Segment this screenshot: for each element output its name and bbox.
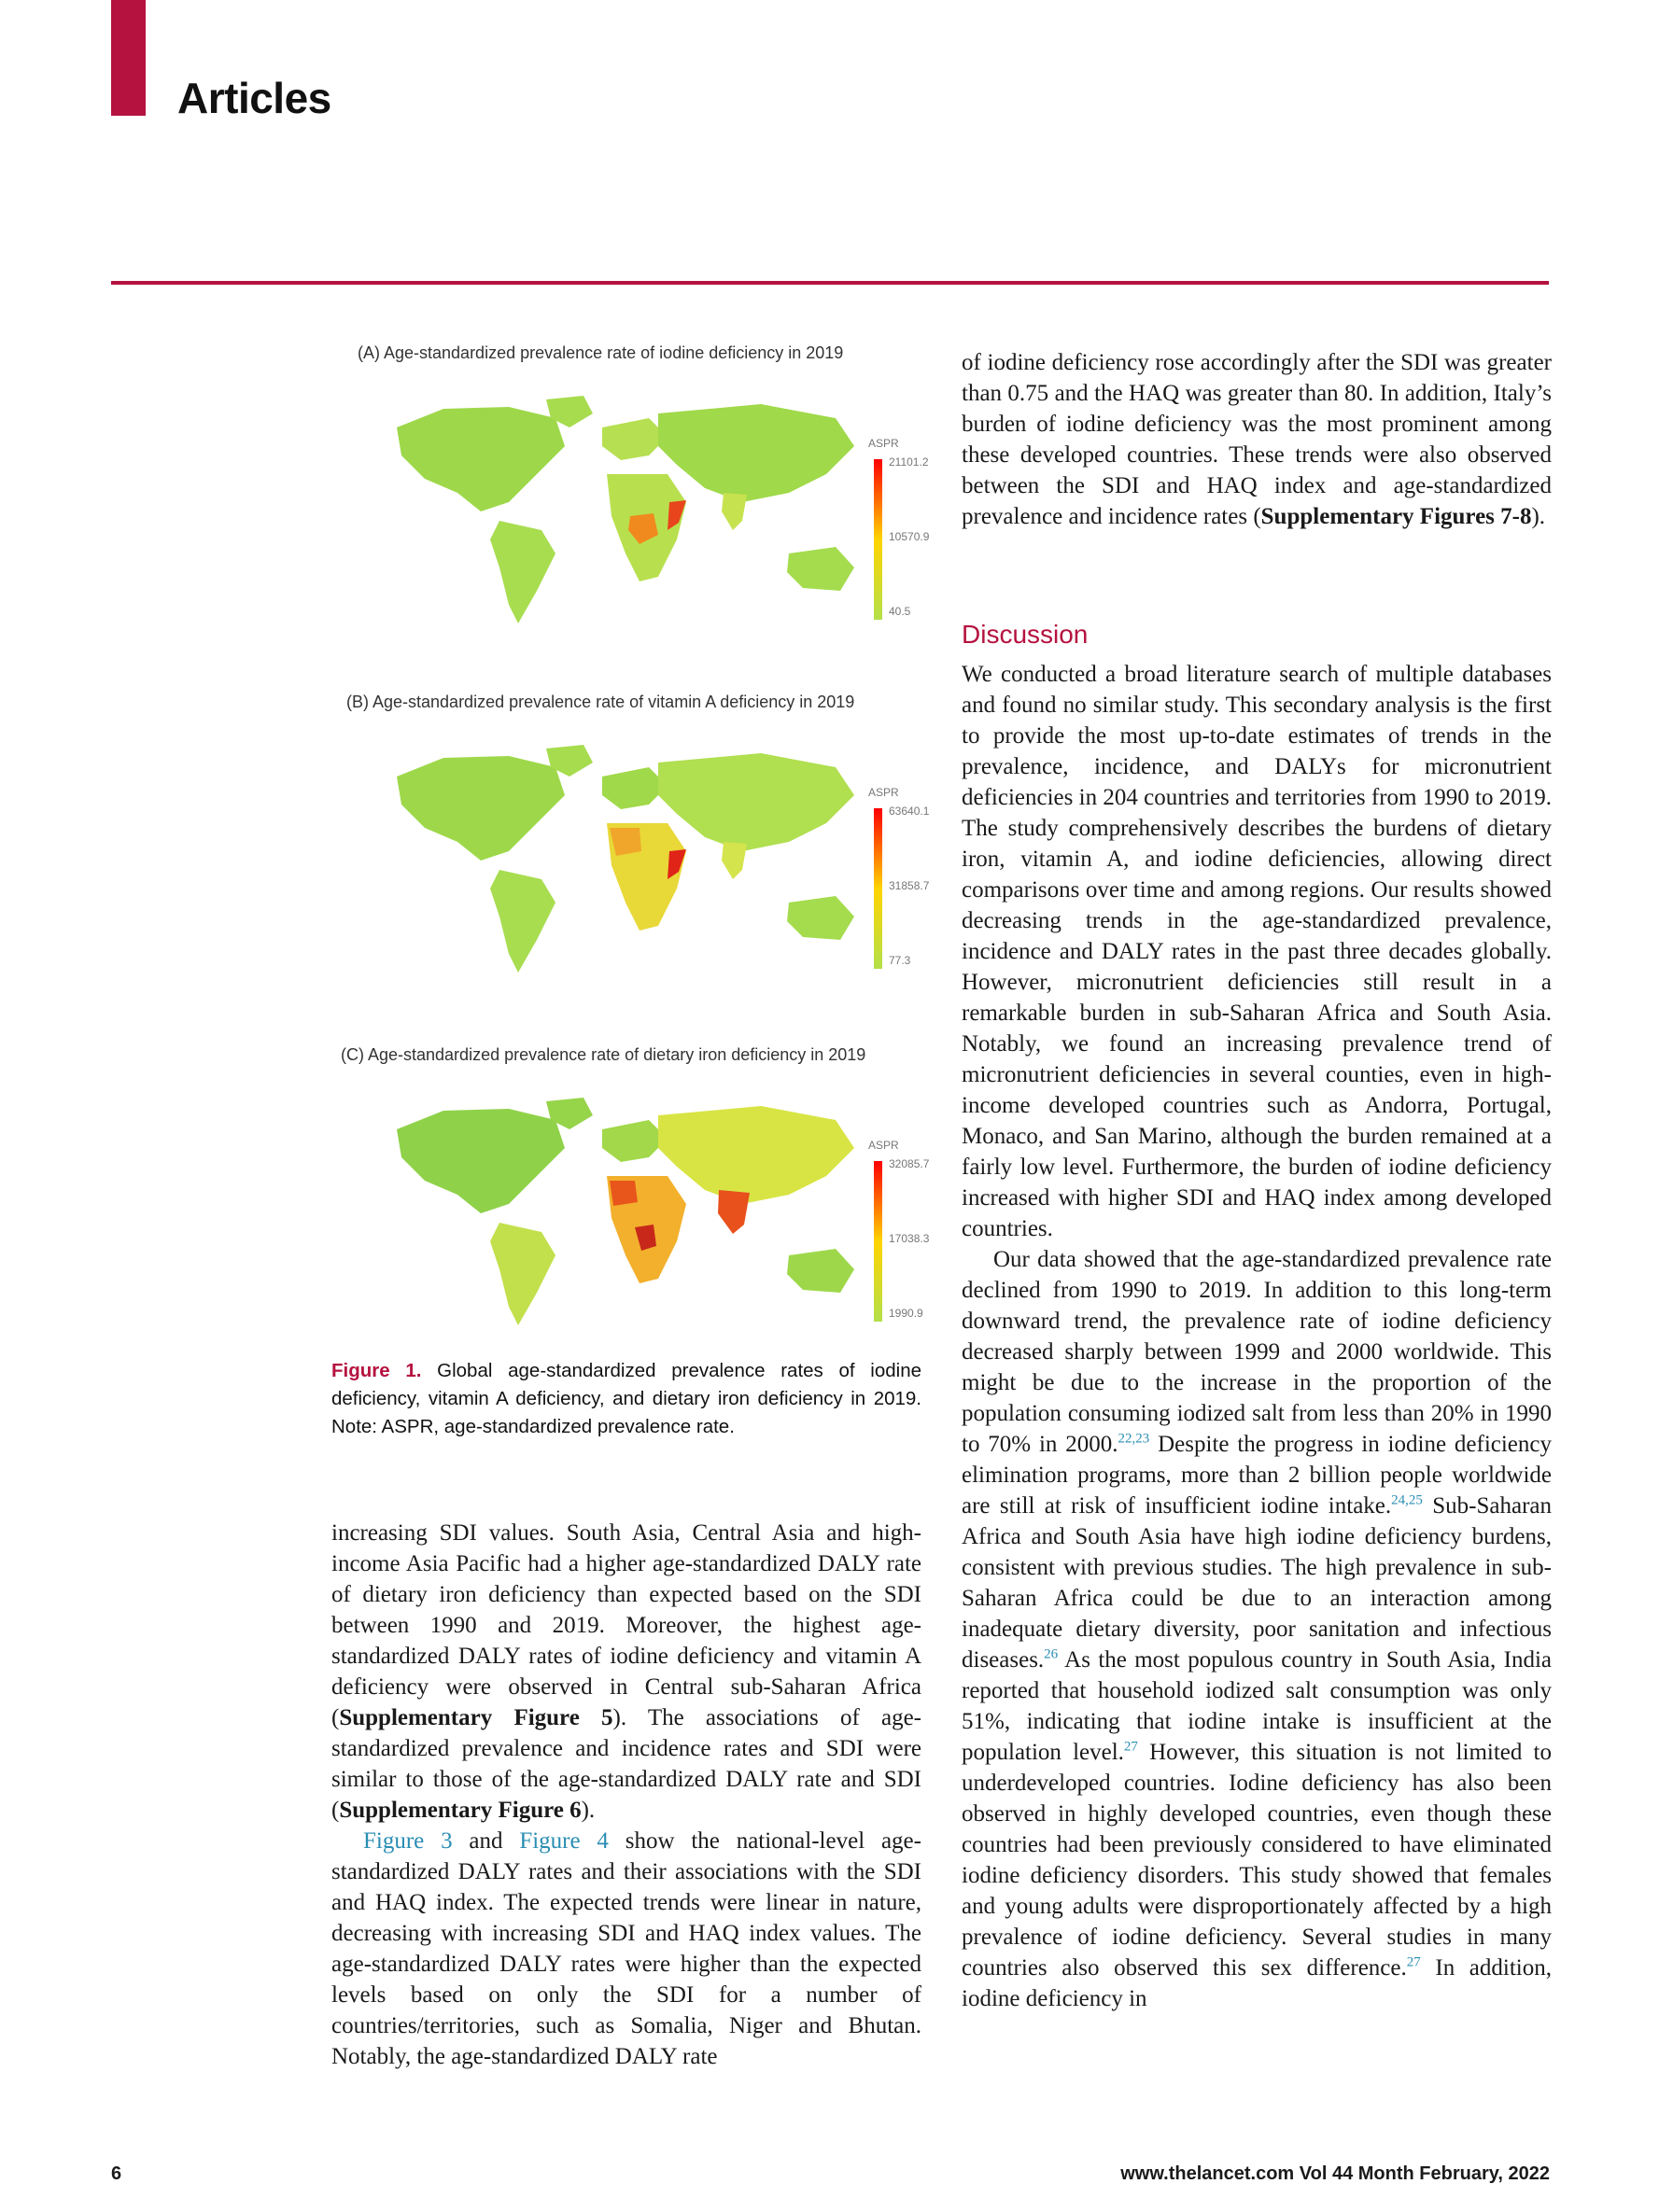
text-run: and (452, 1828, 520, 1854)
legend-gradient (874, 808, 882, 969)
paragraph (962, 347, 1552, 532)
figure-caption (331, 1357, 921, 1441)
text-run: Despite the progress in iodine deficiency elimination programs, more than 2 billion people worldwide are still at risk of insufficient iodine intake. (962, 1432, 1552, 1519)
legend-max: 32085.7 (889, 1157, 930, 1170)
legend-title: ASPR (868, 1139, 899, 1152)
world-map-vitamin-a (369, 739, 892, 982)
reference[interactable]: 24,25 (1391, 1492, 1423, 1508)
world-map-iron (369, 1092, 892, 1335)
caption-text: Global age-standardized prevalence rates of iodine deficiency, vitamin A deficiency, and dietary iron deficiency in 2019. Note: ASPR, age-standardized prevalence rate. (331, 1360, 921, 1437)
page-number: 6 (111, 2163, 122, 2184)
south-america (490, 521, 555, 623)
panel-title: (C) Age-standardized prevalence rate of dietary iron deficiency in 2019 (341, 1045, 866, 1064)
right-column-top (962, 347, 1552, 532)
text-run: In addition, iodine deficiency in (962, 1955, 1552, 2011)
legend-gradient (874, 459, 882, 620)
reference[interactable]: 27 (1406, 1954, 1421, 1970)
section-tab (111, 0, 146, 116)
text-run: increasing SDI values. South Asia, Central Asia and high-income Asia Pacific had a higher age-standardized DALY rate of dietary iron deficiency than expected based on the SDI between 1990 and 2019. Moreover, the highest age-standardized DALY rates of iodine deficiency and vitamin A deficiency were observed in Central sub-Saharan Africa ( (331, 1520, 921, 1730)
legend (868, 1139, 962, 1344)
figure-panel-b (331, 693, 948, 991)
figure-panel-a (331, 343, 948, 642)
reference[interactable]: 27 (1123, 1739, 1138, 1755)
north-america (397, 407, 565, 511)
caption-label: Figure 1. (331, 1360, 422, 1381)
text-run: of iodine deficiency rose accordingly after the SDI was greater than 0.75 and the HAQ was greater than 80. In addition, Italy’s burden of iodine deficiency was the most prominent among these developed countries. These trends were also observed between the SDI and HAQ index and age-standardized prevalence and incidence rates ( (962, 350, 1552, 529)
india (718, 1190, 750, 1234)
legend-mid: 17038.3 (889, 1232, 930, 1245)
text-run: As the most populous country in South Asia, India reported that household iodized salt consumption was only 51%, indicating that iodine intake is insufficient at the population level. (962, 1647, 1552, 1765)
left-column (331, 1518, 921, 2072)
figure-4-link[interactable]: Figure 4 (519, 1828, 609, 1854)
legend-max: 21101.2 (889, 455, 929, 469)
europe (602, 418, 668, 460)
legend-title: ASPR (868, 437, 899, 450)
legend-mid: 10570.9 (889, 530, 930, 543)
world-map-iodine (369, 390, 892, 633)
australia (787, 1249, 854, 1293)
australia (787, 547, 854, 591)
west-africa (610, 1181, 638, 1206)
paragraph (962, 1244, 1552, 2014)
legend-title: ASPR (868, 786, 899, 799)
legend-gradient (874, 1161, 882, 1322)
reference[interactable]: 26 (1044, 1646, 1059, 1662)
legend-max: 63640.1 (889, 805, 930, 818)
text-run: ). (581, 1798, 596, 1823)
text-run: show the national-level age-standardized DALY rates and their associations with the SDI and HAQ index. The expected trends were linear in nature, decreasing with increasing SDI and HAQ index values. The age-standardized DALY rates were higher than the expected levels based on only the SDI for a number of countries/territories, such as Somalia, Niger and Bhutan. Notably, the age-standardized DALY rate (331, 1828, 921, 2069)
text-run: Our data showed that the age-standardized prevalence rate declined from 1990 to 2019. In addition to this long-term downward trend, the prevalence rate of iodine deficiency decreased sharply between 1999 and 2000 worldwide. This might be due to the increase in the proportion of the population consuming iodized salt from less than 20% in 1990 to 70% in 2000. (962, 1247, 1552, 1457)
north-america (397, 1109, 565, 1213)
supplementary-ref: Supplementary Figures 7-8 (1260, 504, 1532, 529)
india (722, 493, 747, 530)
text-run: ). (1531, 504, 1546, 529)
south-america (490, 1223, 555, 1325)
europe (602, 767, 668, 809)
legend-min: 40.5 (889, 605, 911, 618)
south-america (490, 870, 555, 973)
figure-3-link[interactable]: Figure 3 (363, 1828, 453, 1854)
paragraph (331, 1518, 921, 1826)
text-run: However, this situation is not limited to underdeveloped countries. Iodine deficiency has also been observed in highly developed countries, even though these countries had been previously considered to have eliminated iodine deficiency disorders. This study showed that females and young adults were disproportionately affected by a high prevalence of iodine deficiency. Several studies in many countries also observed this sex difference. (962, 1740, 1552, 1981)
figure-panel-c (331, 1045, 948, 1344)
legend-mid: 31858.7 (889, 879, 930, 892)
asia (658, 404, 854, 502)
journal-footer: www.thelancet.com Vol 44 Month February, 2022 (1120, 2163, 1550, 2184)
right-column-discussion (962, 659, 1552, 2014)
paragraph (331, 1826, 921, 2072)
north-america (397, 756, 565, 861)
europe (602, 1120, 668, 1162)
reference[interactable]: 22,23 (1118, 1431, 1150, 1447)
text-run: Sub-Saharan Africa and South Asia have high iodine deficiency burdens, consistent with previous studies. The high prevalence in sub-Saharan Africa could be due to an interaction among inadequate dietary diversity, poor sanitation and infectious diseases. (962, 1493, 1552, 1673)
asia (658, 753, 854, 851)
legend-min: 1990.9 (889, 1307, 923, 1320)
paragraph: We conducted a broad literature search of multiple databases and found no similar study. This secondary analysis is the first to provide the most up-to-date estimates of trends in the prevalence, incidence, and DALYs for micronutrient deficiencies in 204 countries and territories from 1990 to 2019. The study comprehensively describes the burdens of dietary iron, vitamin A, and iodine deficiencies, allowing direct comparisons over time and among regions. Our results showed decreasing trends in the age-standardized prevalence, incidence and DALY rates in the past three decades globally. However, micronutrient deficiencies still result in a remarkable burden in sub-Saharan Africa and South Asia. Notably, we found an increasing prevalence trend of micronutrient deficiencies in several counties, even in high-income developed countries such as Andorra, Portugal, Monaco, and San Marino, although the burden remained at a fairly low level. Furthermore, the burden of iodine deficiency increased with higher SDI and HAQ index among developed countries. (962, 662, 1552, 1241)
panel-title: (A) Age-standardized prevalence rate of iodine deficiency in 2019 (358, 343, 844, 362)
panel-title: (B) Age-standardized prevalence rate of vitamin A deficiency in 2019 (346, 693, 855, 711)
header-rule (111, 281, 1549, 285)
supplementary-ref: Supplementary Figure 6 (339, 1798, 582, 1823)
section-title: Articles (177, 74, 331, 122)
legend (868, 437, 962, 642)
supplementary-ref: Supplementary Figure 5 (339, 1705, 613, 1730)
asia (658, 1106, 854, 1204)
australia (787, 896, 854, 940)
text-run: ). The associations of age-standardized prevalence and incidence rates and SDI were similar to those of the age-standardized DALY rate and SDI ( (331, 1705, 921, 1823)
legend (868, 786, 962, 991)
india (722, 842, 747, 879)
discussion-heading: Discussion (962, 620, 1089, 649)
legend-min: 77.3 (889, 954, 911, 967)
